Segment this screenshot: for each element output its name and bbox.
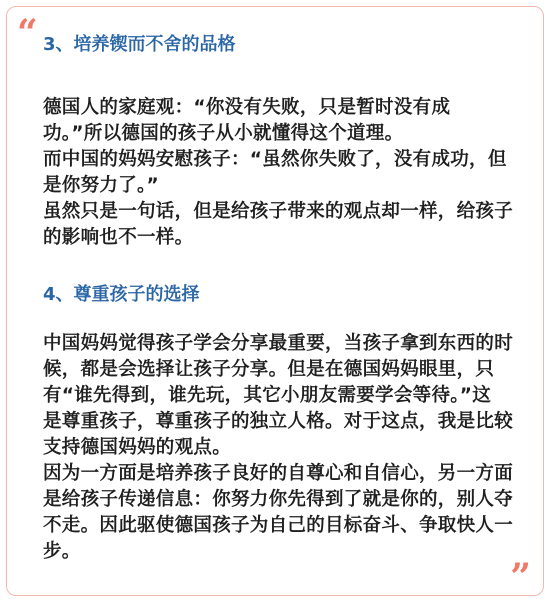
content-card — [6, 6, 544, 596]
section-3-body: 德国人的家庭观：“你没有失败，只是暂时没有成 功。”所以德国的孩子从小就懂得这个道理。 而中国的妈妈安慰孩子：“虽然你失败了，没有成功，但 是你努力了。” 虽然只是一句话，但是给孩子带来的观点却一样，给孩子 的影响也不一样。 — [43, 97, 514, 248]
close-quote-icon: ” — [510, 556, 531, 598]
section-4-heading: 4、尊重孩子的选择 — [43, 284, 200, 305]
open-quote-icon: “ — [17, 12, 38, 54]
section-3-heading: 3、培养锲而不舍的品格 — [43, 34, 236, 55]
section-4-body: 中国妈妈觉得孩子学会分享最重要，当孩子拿到东西的时 候，都是会选择让孩子分享。但是在德国妈妈眼里，只 有“谁先得到，谁先玩，其它小朋友需要学会等待。”这 是尊重孩子，尊重孩子的独立人格。对于这点，我是比较 支持德国妈妈的观点。 因为一方面是培养孩子良好的自尊心和自信心，另一方面 是给孩子传递信息：你努力你先得到了就是你的，别人夺 不走。因此驱使德国孩子为自己的目标奋斗、争取快人一 步。 — [43, 333, 514, 562]
